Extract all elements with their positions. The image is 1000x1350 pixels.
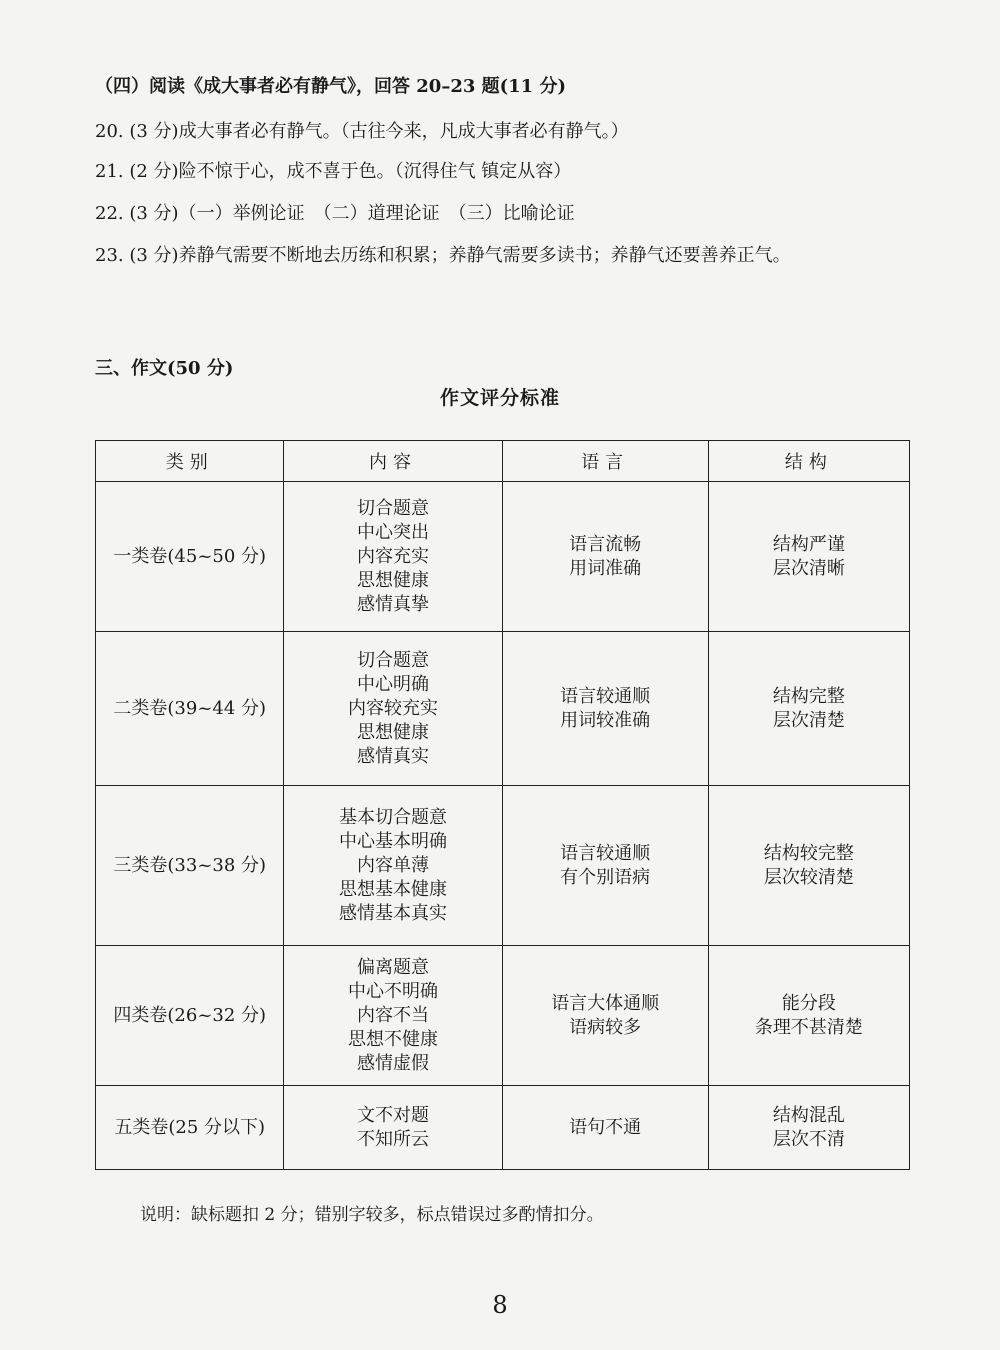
table-row <box>96 632 910 786</box>
structure-cell: 结构较完整 层次较清楚 <box>708 786 909 946</box>
table-row <box>96 786 910 946</box>
language-cell: 语言大体通顺 语病较多 <box>502 946 708 1086</box>
page-number: 8 <box>492 1291 508 1319</box>
content-cell: 基本切合题意 中心基本明确 内容单薄 思想基本健康 感情基本真实 <box>284 786 502 946</box>
category-cell: 四类卷(26~32 分) <box>96 946 284 1086</box>
structure-cell: 能分段 条理不甚清楚 <box>708 946 909 1086</box>
structure-cell: 结构完整 层次清楚 <box>708 632 909 786</box>
language-cell: 语言较通顺 用词较准确 <box>502 632 708 786</box>
structure-cell: 结构严谨 层次清晰 <box>708 482 909 632</box>
content-cell: 切合题意 中心明确 内容较充实 思想健康 感情真实 <box>284 632 502 786</box>
answer-22: 22. (3 分)（一）举例论证 （二）道理论证 （三）比喻论证 <box>95 203 575 224</box>
table-row <box>96 482 910 632</box>
table-row <box>96 946 910 1086</box>
header-structure: 结构 <box>708 441 909 482</box>
header-category: 类别 <box>96 441 284 482</box>
content-cell: 切合题意 中心突出 内容充实 思想健康 感情真挚 <box>284 482 502 632</box>
reading-section-header: （四）阅读《成大事者必有静气》，回答 20–23 题(11 分) <box>95 76 566 97</box>
grading-table-header-row <box>96 441 910 482</box>
header-language: 语言 <box>502 441 708 482</box>
category-cell: 三类卷(33~38 分) <box>96 786 284 946</box>
grading-table-title: 作文评分标准 <box>439 387 560 409</box>
language-cell: 语句不通 <box>502 1086 708 1170</box>
grading-note: 说明：缺标题扣 2 分；错别字较多，标点错误过多酌情扣分。 <box>140 1205 604 1225</box>
language-cell: 语言流畅 用词准确 <box>502 482 708 632</box>
category-cell: 五类卷(25 分以下) <box>96 1086 284 1170</box>
content-cell: 文不对题 不知所云 <box>284 1086 502 1170</box>
header-content: 内容 <box>284 441 502 482</box>
table-row <box>96 1086 910 1170</box>
category-cell: 二类卷(39~44 分) <box>96 632 284 786</box>
language-cell: 语言较通顺 有个别语病 <box>502 786 708 946</box>
content-cell: 偏离题意 中心不明确 内容不当 思想不健康 感情虚假 <box>284 946 502 1086</box>
structure-cell: 结构混乱 层次不清 <box>708 1086 909 1170</box>
composition-section-title: 三、作文(50 分) <box>95 358 234 379</box>
answer-23: 23. (3 分)养静气需要不断地去历练和积累；养静气需要多读书；养静气还要善养正气。 <box>95 245 791 266</box>
answer-20: 20. (3 分)成大事者必有静气。（古往今来，凡成大事者必有静气。） <box>95 121 629 142</box>
category-cell: 一类卷(45~50 分) <box>96 482 284 632</box>
grading-table <box>95 440 910 1170</box>
answer-21: 21. (2 分)险不惊于心，成不喜于色。（沉得住气 镇定从容） <box>95 161 572 182</box>
